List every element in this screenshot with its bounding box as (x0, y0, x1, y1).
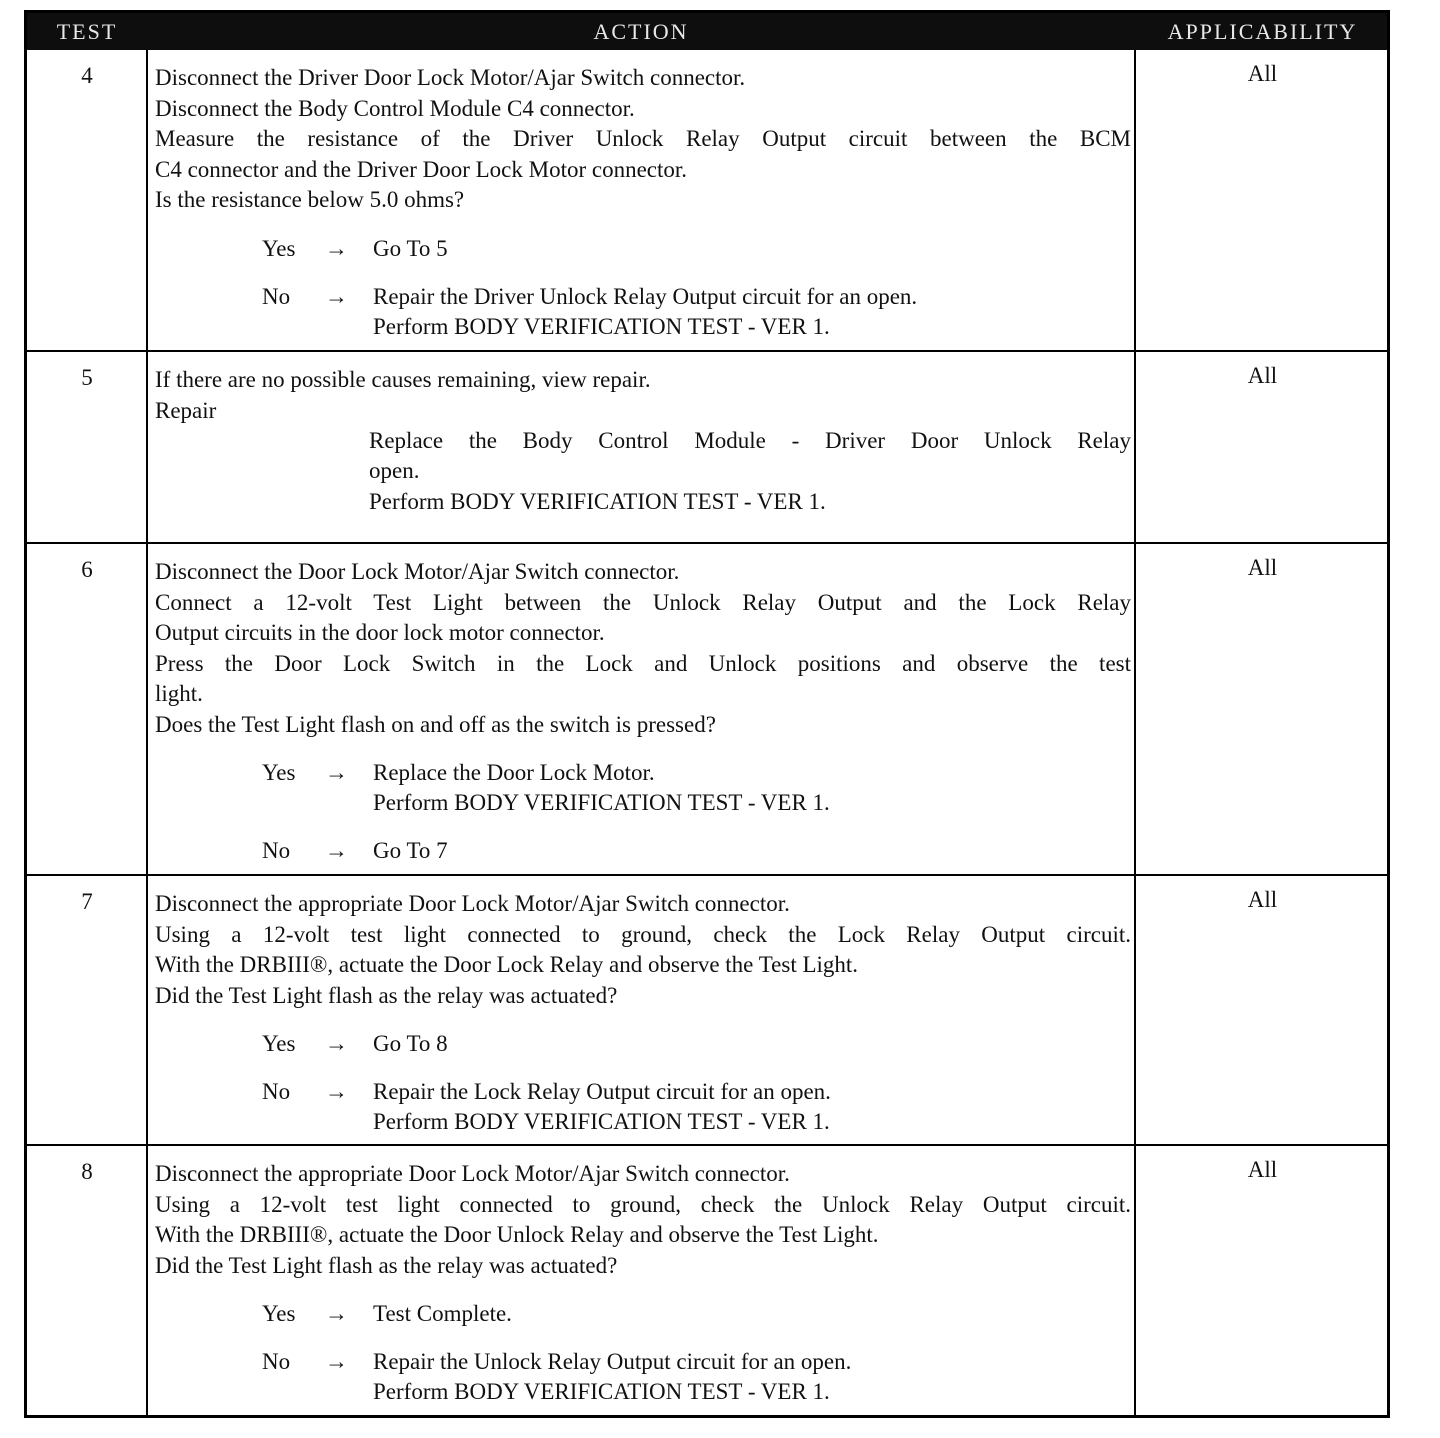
instruction-line: C4 connector and the Driver Door Lock Motor connector. (155, 156, 688, 182)
table-row (27, 542, 1387, 876)
yes-result (373, 758, 830, 818)
yes-branch (155, 1299, 1131, 1329)
no-branch (155, 282, 1131, 342)
result-line: Go To 5 (373, 235, 448, 261)
yes-label: Yes (262, 235, 296, 261)
result-line: Replace the Door Lock Motor. (373, 760, 655, 785)
table-row (27, 874, 1387, 1146)
no-result (373, 836, 448, 866)
applicability-value: All (1247, 887, 1278, 912)
yes-result (373, 234, 448, 264)
applicability-value: All (1247, 61, 1278, 86)
test-number: 7 (81, 889, 93, 914)
arrow-icon: → (325, 1079, 348, 1104)
arrow-icon: → (325, 1301, 348, 1326)
table-header (27, 13, 1387, 50)
repair-text (369, 426, 1131, 518)
repair-label: Repair (155, 397, 217, 423)
header-applicability: APPLICABILITY (1167, 19, 1358, 44)
arrow-icon: → (325, 760, 348, 785)
instruction-line: Did the Test Light flash as the relay was actuated? (155, 1252, 618, 1278)
instruction-line: Is the resistance below 5.0 ohms? (155, 187, 465, 212)
instruction-line: Disconnect the Driver Door Lock Motor/Ajar Switch connector. (155, 65, 746, 90)
instruction-line: Measure the resistance of the Driver Unlock Relay Output circuit between the BCM (155, 126, 1131, 151)
arrow-icon: → (325, 283, 348, 309)
instruction-line: Using a 12-volt test light connected to ground, check the Lock Relay Output circuit. (155, 921, 1131, 947)
repair-line: Replace the Body Control Module - Driver Door Unlock Relay (369, 427, 1131, 453)
yes-branch (155, 758, 1131, 818)
no-result (373, 282, 917, 342)
diagnostic-table (24, 10, 1390, 1418)
test-number: 5 (81, 365, 93, 390)
result-line: Perform BODY VERIFICATION TEST - VER 1. (373, 313, 830, 339)
action-text (155, 889, 1131, 1137)
repair-line: open. (369, 458, 420, 483)
result-line: Perform BODY VERIFICATION TEST - VER 1. (373, 1379, 830, 1404)
instruction-line: Disconnect the appropriate Door Lock Motor/Ajar Switch connector. (155, 1161, 790, 1186)
table-row (27, 50, 1387, 350)
table-row (27, 1144, 1387, 1417)
action-text (155, 365, 1131, 517)
no-result (373, 1347, 851, 1407)
yes-label: Yes (262, 760, 296, 785)
yes-label: Yes (262, 1031, 296, 1056)
instruction-line: Did the Test Light flash as the relay was actuated? (155, 982, 618, 1008)
repair-line: Perform BODY VERIFICATION TEST - VER 1. (369, 488, 826, 514)
no-branch (155, 1077, 1131, 1137)
arrow-icon: → (325, 1031, 348, 1056)
yes-branch (155, 234, 1131, 264)
yes-result (373, 1029, 448, 1059)
result-line: Go To 7 (373, 838, 448, 863)
table-row (27, 350, 1387, 544)
action-text (155, 63, 1131, 342)
instruction-line: With the DRBIII®, actuate the Door Lock Relay and observe the Test Light. (155, 952, 859, 977)
instruction-line: Press the Door Lock Switch in the Lock and Unlock positions and observe the test (155, 650, 1131, 676)
instruction-line: Connect a 12-volt Test Light between the Unlock Relay Output and the Lock Relay (155, 589, 1131, 615)
instruction-line: If there are no possible causes remaining, view repair. (155, 367, 651, 392)
applicability-value: All (1247, 1157, 1278, 1182)
instruction-line: Disconnect the Body Control Module C4 connector. (155, 95, 635, 121)
instruction-line: Disconnect the appropriate Door Lock Motor/Ajar Switch connector. (155, 891, 790, 916)
header-action: ACTION (593, 19, 689, 44)
no-result (373, 1077, 831, 1137)
result-line: Perform BODY VERIFICATION TEST - VER 1. (373, 1109, 830, 1134)
instruction-line: Disconnect the Door Lock Motor/Ajar Switch connector. (155, 559, 680, 584)
applicability-value: All (1247, 555, 1278, 580)
no-branch (155, 836, 1131, 866)
result-line: Test Complete. (373, 1301, 512, 1326)
yes-branch (155, 1029, 1131, 1059)
instruction-line: Output circuits in the door lock motor connector. (155, 620, 605, 645)
yes-result (373, 1299, 512, 1329)
arrow-icon: → (325, 235, 348, 261)
test-number: 8 (81, 1159, 93, 1184)
instruction-line: Does the Test Light flash on and off as the switch is pressed? (155, 711, 716, 737)
action-text (155, 1159, 1131, 1407)
applicability-value: All (1247, 363, 1278, 388)
header-test: TEST (56, 19, 118, 44)
instruction-line: light. (155, 681, 203, 706)
test-number: 4 (81, 63, 93, 88)
no-label: No (262, 1079, 291, 1104)
action-text (155, 557, 1131, 866)
arrow-icon: → (325, 838, 348, 863)
result-line: Go To 8 (373, 1031, 448, 1056)
test-number: 6 (81, 557, 93, 582)
no-label: No (262, 1349, 291, 1374)
result-line: Repair the Driver Unlock Relay Output circuit for an open. (373, 283, 918, 309)
yes-label: Yes (262, 1301, 296, 1326)
instruction-line: Using a 12-volt test light connected to ground, check the Unlock Relay Output circuit. (155, 1191, 1131, 1217)
arrow-icon: → (325, 1349, 348, 1374)
result-line: Repair the Unlock Relay Output circuit for an open. (373, 1349, 852, 1374)
result-line: Perform BODY VERIFICATION TEST - VER 1. (373, 790, 830, 815)
no-branch (155, 1347, 1131, 1407)
result-line: Repair the Lock Relay Output circuit for an open. (373, 1079, 831, 1104)
no-label: No (262, 283, 291, 309)
no-label: No (262, 838, 291, 863)
instruction-line: With the DRBIII®, actuate the Door Unlock Relay and observe the Test Light. (155, 1222, 879, 1247)
